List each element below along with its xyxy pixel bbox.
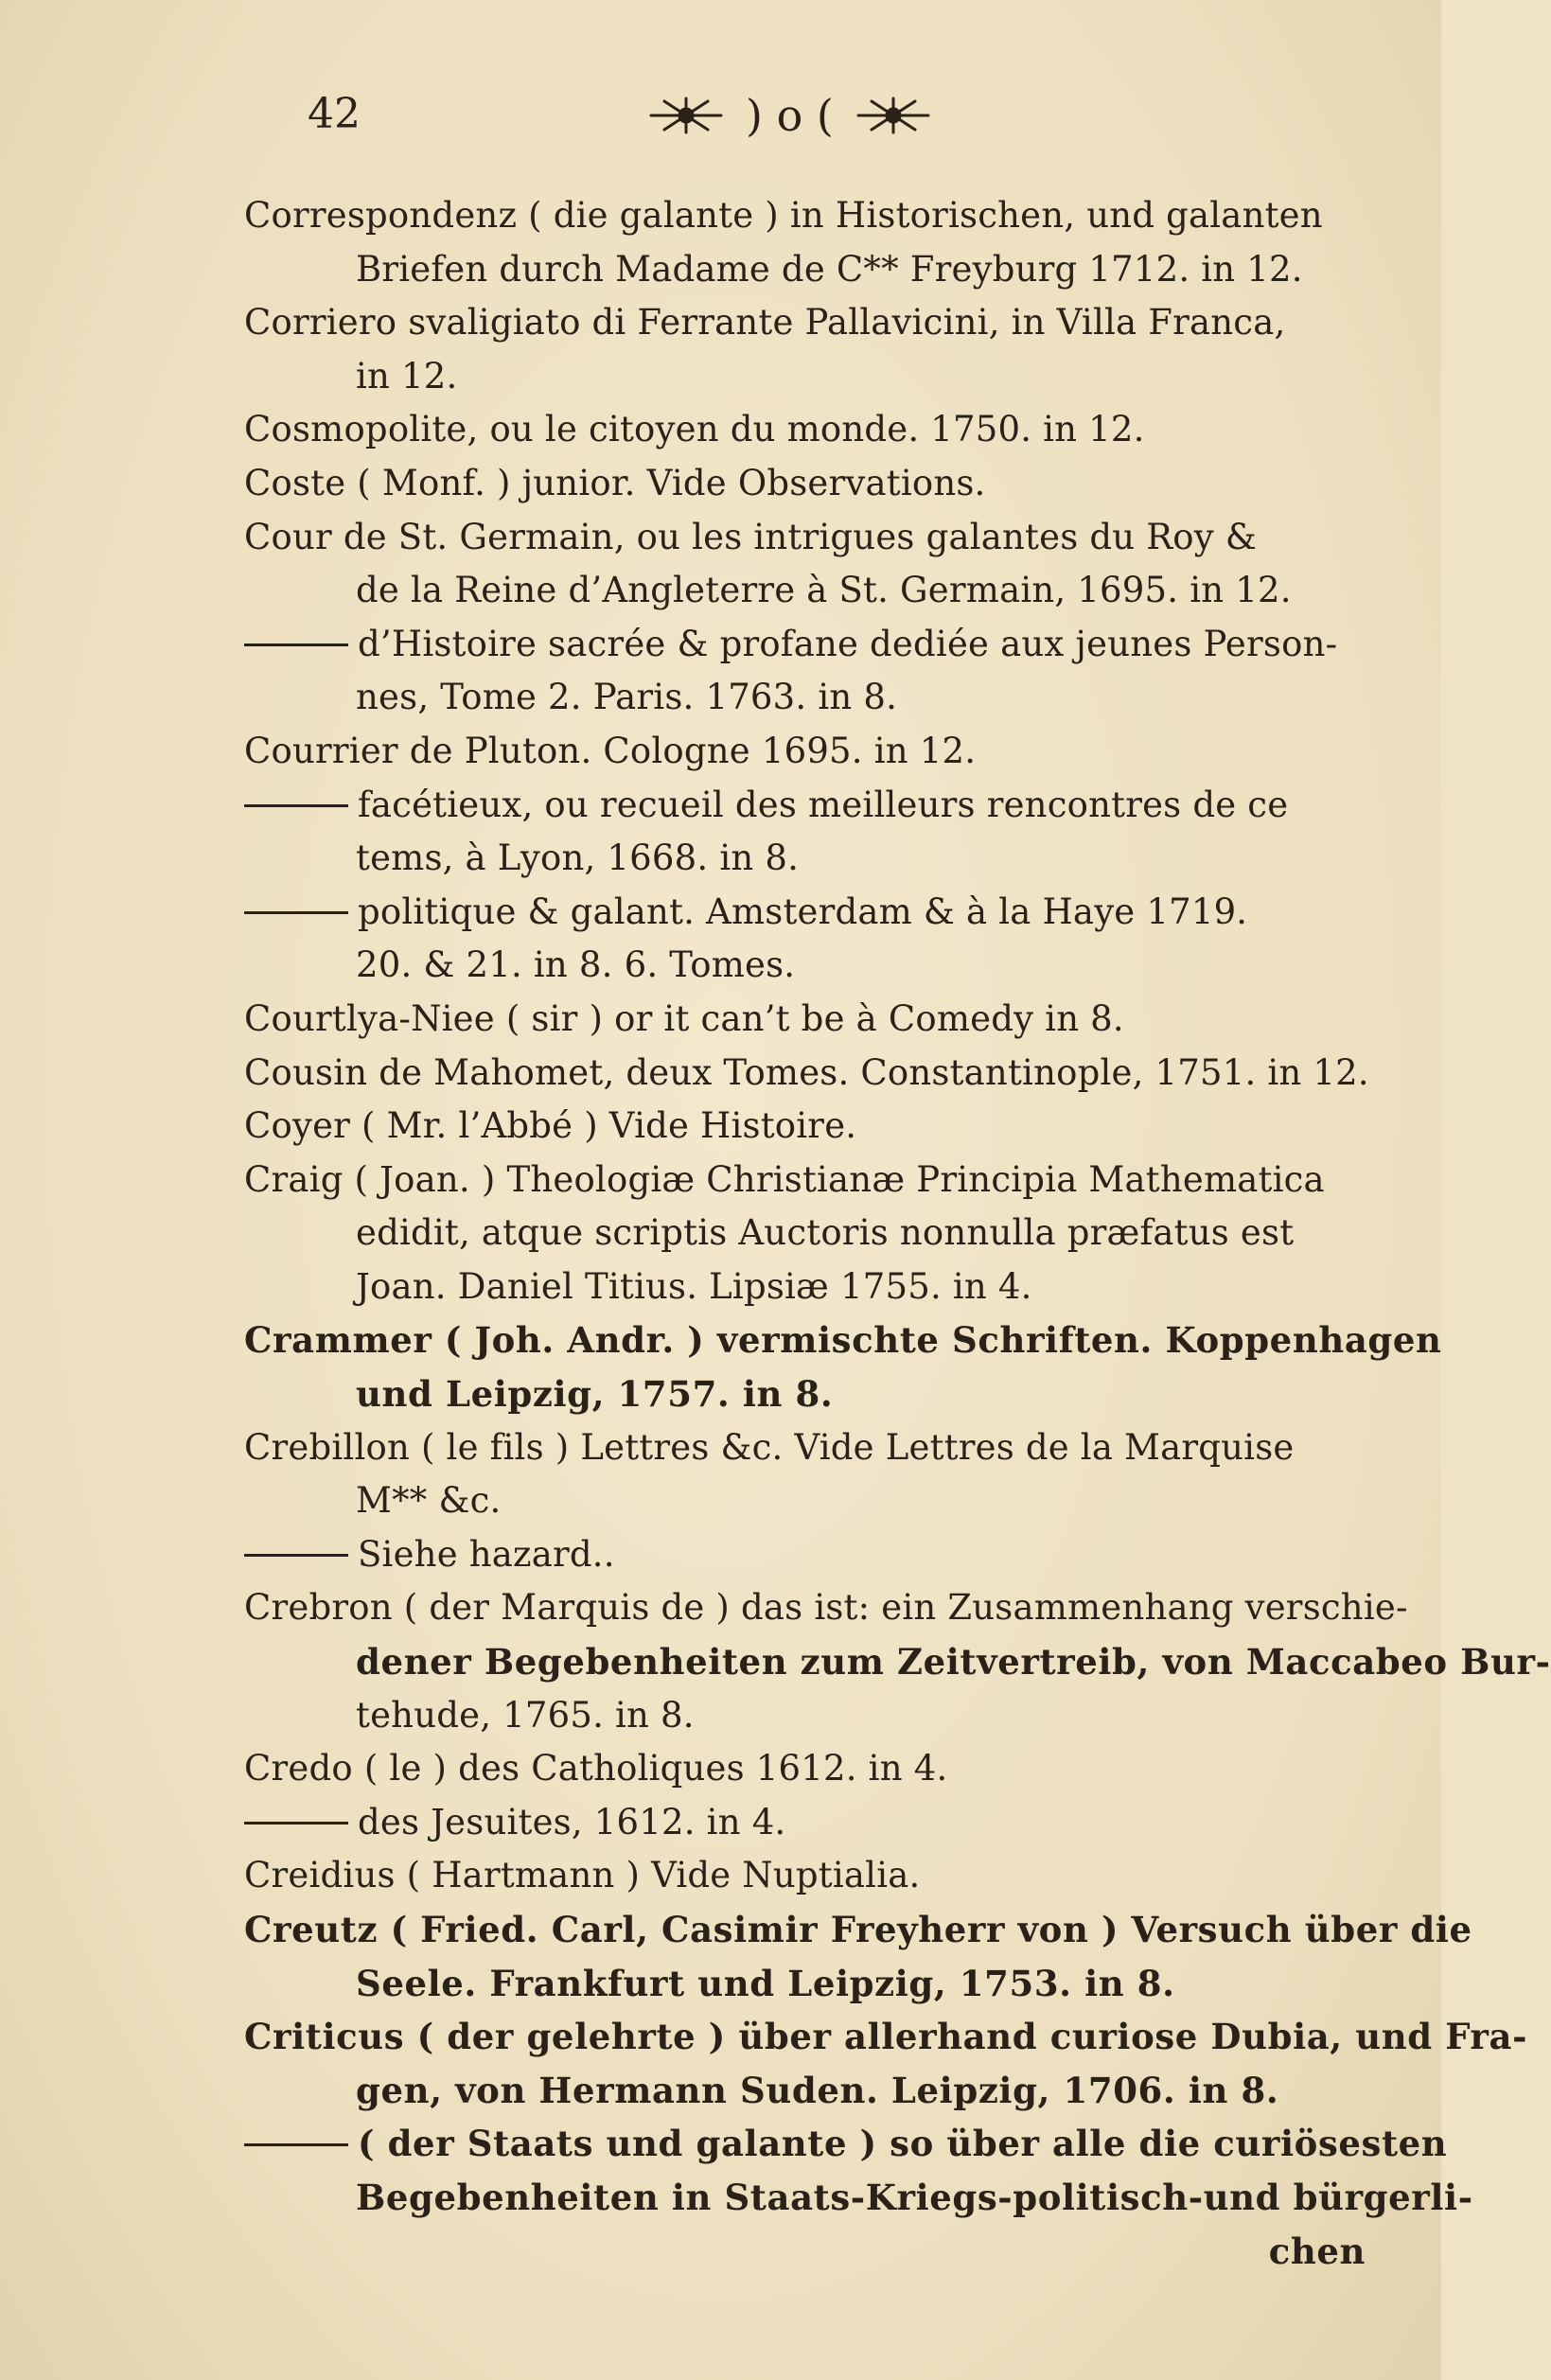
catalog-line	[244, 2117, 1448, 2171]
catalog-line-text: Siehe hazard..	[358, 1533, 615, 1575]
catalog-line-text: 20. & 21. in 8. 6. Tomes.	[356, 944, 796, 986]
catalog-line-text: Crebillon ( le fils ) Lettres &c. Vide Lettres de la Marquise	[244, 1426, 1295, 1468]
catalog-line	[244, 511, 1403, 565]
catalog-line-text: Briefen durch Madame de C** Freyburg 1712. in 12.	[356, 248, 1303, 290]
running-head	[643, 90, 1003, 141]
catalog-line	[244, 1903, 1472, 1957]
catalog-line	[244, 457, 1403, 511]
catalog-line	[244, 296, 1403, 350]
catalog-line-text: M** &c.	[356, 1480, 502, 1522]
ditto-dash	[244, 911, 348, 914]
catalog-line	[244, 1528, 1403, 1582]
catalog-line-text: facétieux, ou recueil des meilleurs rencontres de ce	[358, 784, 1289, 825]
catalog-line-text: edidit, atque scriptis Auctoris nonnulla præfatus est	[356, 1212, 1295, 1254]
catalog-line	[244, 2010, 1528, 2064]
catalog-line-text: Correspondenz ( die galante ) in Historischen, und galanten	[244, 195, 1323, 236]
catalog-line	[244, 1849, 1403, 1903]
catalog-line-text: d’Histoire sacrée & profane dediée aux jeunes Person-	[358, 623, 1338, 664]
catalog-line	[244, 1313, 1442, 1367]
catalog-line-text: Corriero svaligiato di Ferrante Pallavicini, in Villa Franca,	[244, 302, 1286, 344]
catalog-line-text: Crammer ( Joh. Andr. ) vermischte Schriften. Koppenhagen	[244, 1319, 1442, 1362]
catalog-line-text: dener Begebenheiten zum Zeitvertreib, von Maccabeo Bur-	[356, 1641, 1551, 1684]
catalog-line-text: Credo ( le ) des Catholiques 1612. in 4.	[244, 1748, 948, 1789]
catalog-line	[244, 2225, 1403, 2279]
catalog-line-text: Begebenheiten in Staats-Kriegs-politisch-und bürgerli-	[356, 2176, 1473, 2218]
catalog-line-text: Joan. Daniel Titius. Lipsiæ 1755. in 4.	[356, 1265, 1032, 1307]
page-number: 42	[308, 90, 361, 138]
catalog-line	[244, 350, 1403, 404]
catalog-line	[244, 1421, 1403, 1475]
ditto-dash	[244, 1822, 348, 1825]
catalog-line-text: Craig ( Joan. ) Theologiæ Christianæ Principia Mathematica	[244, 1158, 1325, 1200]
catalog-line	[244, 1581, 1408, 1635]
catalog-line	[244, 189, 1403, 243]
catalog-entries	[244, 189, 1551, 2278]
catalog-line-text: tems, à Lyon, 1668. in 8.	[356, 837, 800, 879]
catalog-line	[244, 939, 1403, 993]
ditto-dash	[244, 804, 348, 807]
ornament-icon	[851, 94, 936, 137]
catalog-line	[244, 671, 1403, 725]
catalog-line	[244, 832, 1403, 886]
catalog-line	[244, 886, 1403, 940]
catalog-line	[244, 779, 1403, 833]
catalog-line-text: Seele. Frankfurt und Leipzig, 1753. in 8.	[356, 1962, 1175, 2004]
catalog-line	[244, 725, 1403, 779]
catalog-line-text: Cour de St. Germain, ou les intrigues galantes du Roy &	[244, 516, 1257, 557]
catalog-line-text: politique & galant. Amsterdam & à la Haye 1719.	[358, 890, 1248, 932]
catalog-line-text: Criticus ( der gelehrte ) über allerhand curiose Dubia, und Fra-	[244, 2016, 1528, 2058]
catalog-line-text: Crebron ( der Marquis de ) das ist: ein Zusammenhang verschie-	[244, 1587, 1408, 1629]
catalog-line-text: Courtlya-Niee ( sir ) or it can’t be à Comedy in 8.	[244, 997, 1124, 1039]
catalog-line-text: de la Reine d’Angleterre à St. Germain, 1695. in 12.	[356, 570, 1292, 611]
catalog-line	[244, 1689, 1403, 1743]
ditto-dash	[244, 643, 348, 646]
catalog-line-text: Creutz ( Fried. Carl, Casimir Freyherr von ) Versuch über die	[244, 1909, 1472, 1950]
page-header	[0, 90, 1441, 156]
catalog-line	[244, 2171, 1473, 2225]
catalog-line	[244, 243, 1403, 297]
catalog-line-text: Creidius ( Hartmann ) Vide Nuptialia.	[244, 1855, 921, 1896]
catalog-line-text: ( der Staats und galante ) so über alle die curiösesten	[358, 2123, 1448, 2165]
catalog-line-text: des Jesuites, 1612. in 4.	[358, 1801, 786, 1842]
catalog-line	[244, 403, 1403, 457]
catalog-line-text: Coyer ( Mr. l’Abbé ) Vide Histoire.	[244, 1105, 857, 1147]
catalog-line-text: und Leipzig, 1757. in 8.	[356, 1373, 834, 1416]
catalog-line	[244, 1207, 1403, 1261]
catalog-line-text: in 12.	[356, 355, 458, 397]
catalog-line	[244, 1047, 1403, 1101]
catalog-line	[244, 1957, 1403, 2011]
catalog-line	[244, 1474, 1403, 1528]
catalog-line-text: Cosmopolite, ou le citoyen du monde. 1750. in 12.	[244, 409, 1145, 450]
ditto-dash	[244, 1554, 348, 1557]
catalog-line	[244, 618, 1403, 672]
catalog-line	[244, 2064, 1403, 2118]
catalog-line-text: nes, Tome 2. Paris. 1763. in 8.	[356, 677, 898, 718]
catalog-line-text: Coste ( Monf. ) junior. Vide Observations.	[244, 462, 986, 503]
catalog-line	[244, 564, 1403, 618]
ornament-icon	[643, 94, 729, 137]
catalog-line	[244, 1154, 1403, 1208]
catalog-line-text: Cousin de Mahomet, deux Tomes. Constantinople, 1751. in 12.	[244, 1051, 1369, 1093]
catalog-line	[244, 1635, 1551, 1689]
catalog-line-text: chen	[1268, 2230, 1366, 2272]
catalog-line	[244, 1261, 1403, 1314]
catalog-line	[244, 1796, 1403, 1850]
catalog-line	[244, 1367, 1403, 1421]
ditto-dash	[244, 2143, 348, 2146]
catalog-line	[244, 993, 1403, 1047]
catalog-line-text: gen, von Hermann Suden. Leipzig, 1706. in 8.	[356, 2069, 1279, 2111]
catalog-line	[244, 1742, 1403, 1796]
catalog-line	[244, 1100, 1403, 1154]
catalog-line-text: tehude, 1765. in 8.	[356, 1694, 695, 1736]
catalog-line-text: Courrier de Pluton. Cologne 1695. in 12.	[244, 730, 977, 771]
running-head-symbol: ) o (	[746, 90, 834, 141]
